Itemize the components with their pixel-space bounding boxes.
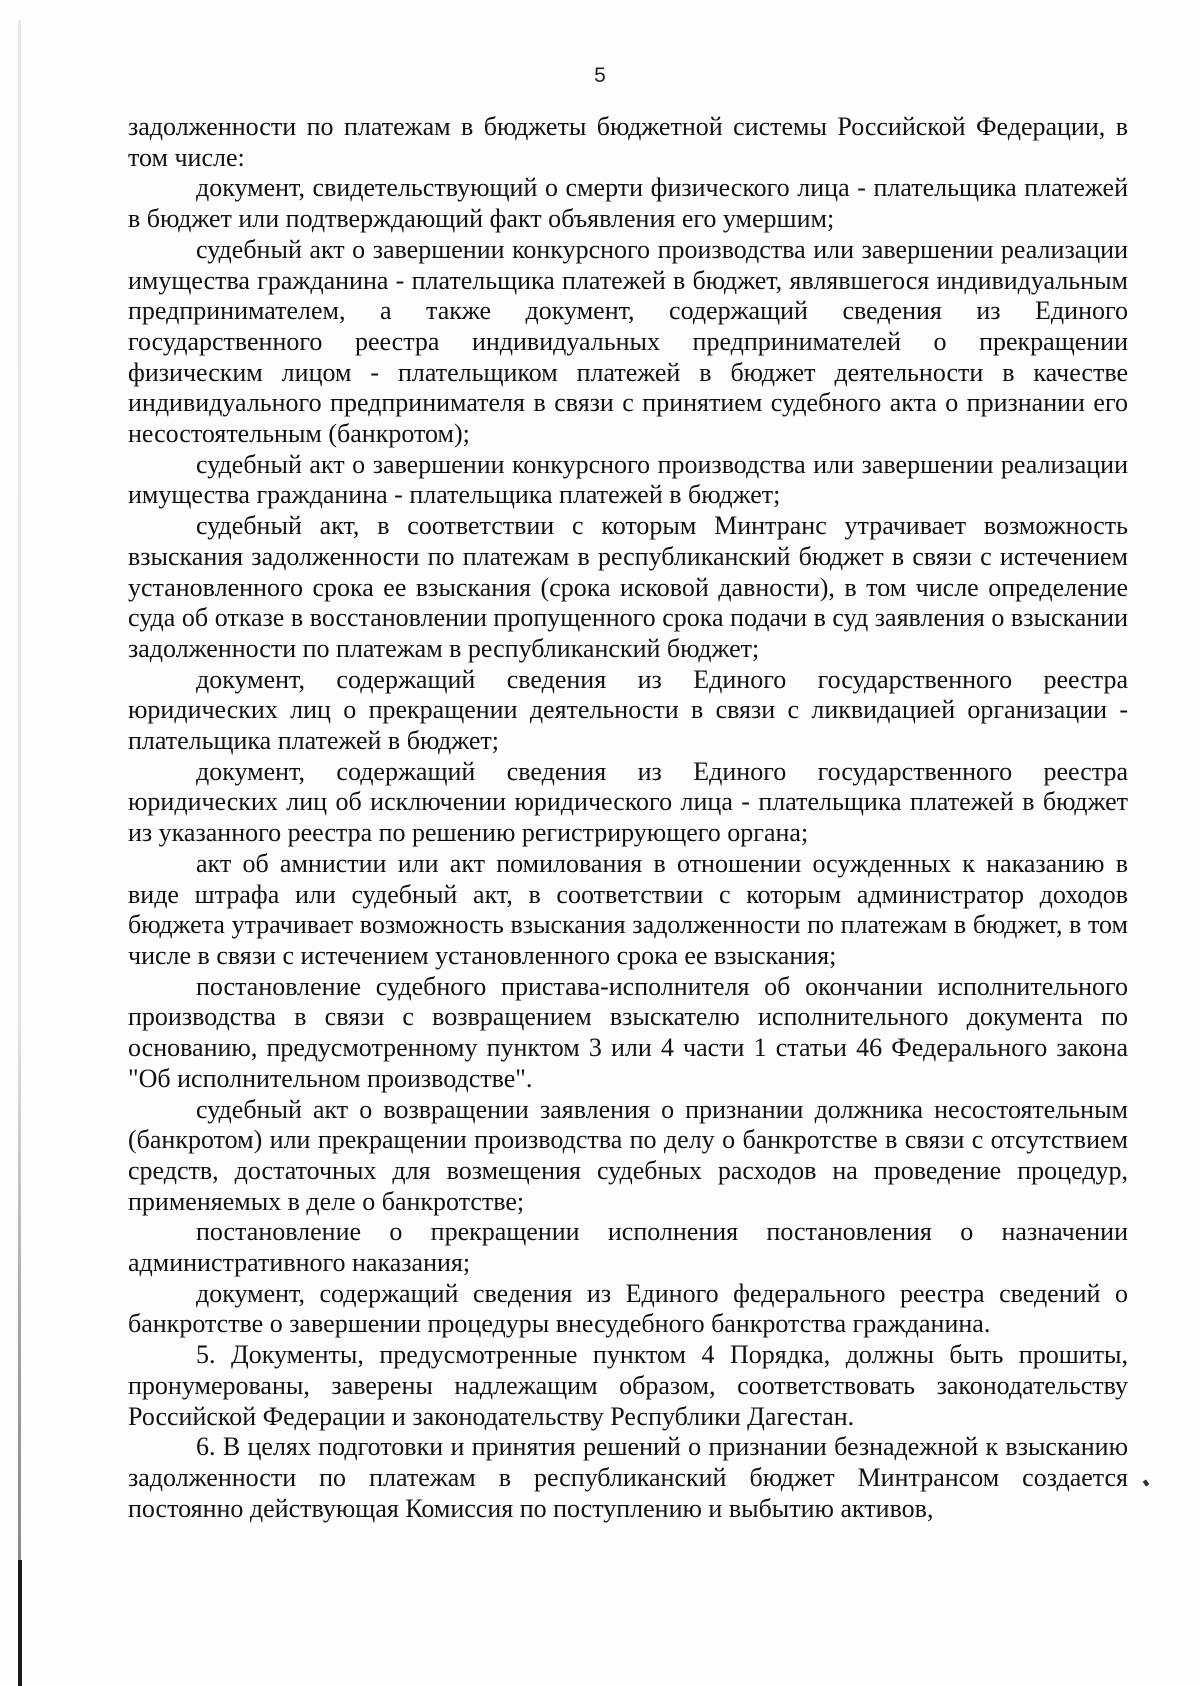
paragraph: постановление о прекращении исполнения постановления о назначении административного наказания; <box>128 1217 1128 1278</box>
scan-binding-shadow <box>18 1560 22 1686</box>
scan-speck <box>1143 1479 1150 1486</box>
paragraph: документ, содержащий сведения из Единого федерального реестра сведений о банкротстве о завершении процедуры внесудебного банкротства гражданина. <box>128 1278 1128 1339</box>
paragraph-section-5: 5. Документы, предусмотренные пунктом 4 Порядка, должны быть прошиты, пронумерованы, заверены надлежащим образом, соответствовать законодательству Российской Федерации и законодательству Республики Дагестан. <box>128 1340 1128 1431</box>
paragraph: документ, свидетельствующий о смерти физического лица - плательщика платежей в бюджет или подтверждающий факт объявления его умершим; <box>128 173 1128 234</box>
paragraph: постановление судебного пристава-исполнителя об окончании исполнительного производства в связи с возвращением взыскателю исполнительного документа по основанию, предусмотренному пунктом 3 или 4 части 1 статьи 46 Федерального закона "Об исполнительном производстве". <box>128 971 1128 1093</box>
paragraph-continuation: задолженности по платежам в бюджеты бюджетной системы Российской Федерации, в том числе: <box>128 112 1128 172</box>
paragraph: судебный акт, в соответствии с которым Минтранс утрачивает возможность взыскания задолженности по платежам в республиканский бюджет в связи с истечением установленного срока ее взыскания (срока исковой давности), в том числе определение суда об отказе в восстановлении пропущенного срока подачи в суд заявления о взыскании задолженности по платежам в республиканский бюджет; <box>128 511 1128 663</box>
document-body <box>128 112 1128 1524</box>
paragraph: акт об амнистии или акт помилования в отношении осужденных к наказанию в виде штрафа или судебный акт, в соответствии с которым администратор доходов бюджета утрачивает возможность взыскания задолженности по платежам в бюджет, в том числе в связи с истечением установленного срока ее взыскания; <box>128 848 1128 970</box>
paragraph: судебный акт о возвращении заявления о признании должника несостоятельным (банкротом) или прекращении производства по делу о банкротстве в связи с отсутствием средств, достаточных для возмещения судебных расходов на проведение процедур, применяемых в деле о банкротстве; <box>128 1094 1128 1216</box>
paragraph-section-6: 6. В целях подготовки и принятия решений о признании безнадежной к взысканию задолженности по платежам в республиканский бюджет Минтрансом создается постоянно действующая Комиссия по поступлению и выбытию активов, <box>128 1432 1128 1523</box>
page-number: 5 <box>594 64 606 87</box>
paragraph: судебный акт о завершении конкурсного производства или завершении реализации имущества гражданина - плательщика платежей в бюджет; <box>128 449 1128 510</box>
scan-binding-edge <box>18 20 21 1686</box>
paragraph: судебный акт о завершении конкурсного производства или завершении реализации имущества гражданина - плательщика платежей в бюджет, являвшегося индивидуальным предпринимателем, а также документ, содержащий сведения из Единого государственного реестра индивидуальных предпринимателей о прекращении физическим лицом - плательщиком платежей в бюджет деятельности в качестве индивидуального предпринимателя в связи с принятием судебного акта о признании его несостоятельным (банкротом); <box>128 234 1128 449</box>
paragraph: документ, содержащий сведения из Единого государственного реестра юридических лиц о прекращении деятельности в связи с ликвидацией организации - плательщика платежей в бюджет; <box>128 664 1128 756</box>
paragraph: документ, содержащий сведения из Единого государственного реестра юридических лиц об исключении юридического лица - плательщика платежей в бюджет из указанного реестра по решению регистрирующего органа; <box>128 756 1128 848</box>
